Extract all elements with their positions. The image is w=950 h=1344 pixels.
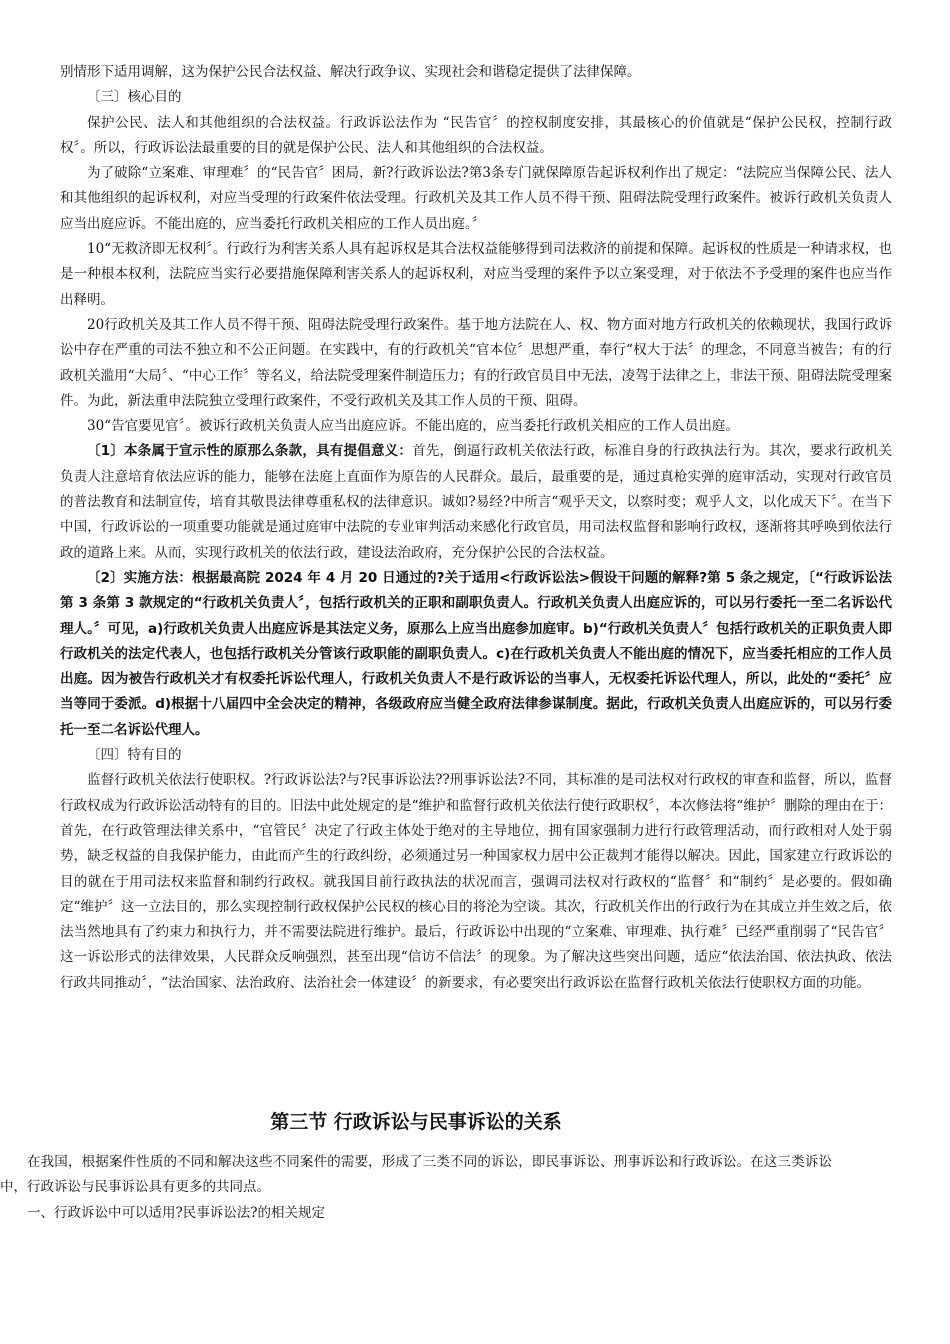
paragraph-continuation: 别情形下适用调解，这为保护公民合法权益、解决行政争议、实现社会和谐稳定提供了法律保障。 (60, 64, 641, 80)
paragraph-core-purpose: 保护公民、法人和其他组织的合法权益。行政诉讼法作为 “民告官〞的控权制度安排，其最核心的价值就是“保护公民权，控制行政权〞。所以，行政诉讼法最重要的目的就是保护公民、法人和其他组织的合法权益。 (60, 114, 892, 156)
paragraph-point-1: 10“无救济即无权利〞。行政行为利害关系人具有起诉权是其合法权益能够得到司法救济的前提和保障。起诉权的性质是一种请求权，也是一种根本权利，法院应当实行必要措施保障利害关系人的起诉权利，对应当受理的案件予以立案受理，对于依法不予受理的案件也应当作出释明。 (60, 241, 892, 308)
paragraph-declarative-clause (60, 439, 892, 565)
paragraph-three-litigations: 在我国，根据案件性质的不同和解决这些不同案件的需要，形成了三类不同的诉讼，即民事诉讼、刑事诉讼和行政诉讼。在这三类诉讼中，行政诉讼与民事诉讼具有更多的共同点。 (0, 1154, 832, 1196)
declarative-clause-body: 首先，倒逼行政机关依法行政，标准自身的行政执法行为。其次，要求行政机关负责人注意培育依法应诉的能力，能够在法庭上直面作为原告的人民群众。最后，最重要的是，通过真枪实弹的庭审活动，实现对行政官员的普法教育和法制宣传，培育其敬畏法律尊重私权的法律意识。诚如?易经?中所言“观乎天文，以察时变；观乎人文，以化成天下〞。在当下中国，行政诉讼的一项重要功能就是通过庭审中法院的专业审判活动来感化行政官员，用司法权监督和影响行政权，逐渐将其呼唤到依法行政的道路上来。从而，实现行政机关的依法行政，建设法治政府，充分保护公民的合法权益。 (60, 443, 892, 561)
declarative-clause-lead: 〔1〕本条属于宣示性的原那么条款，具有提倡意义： (87, 443, 413, 460)
document-body (60, 60, 892, 996)
paragraph-article-3: 为了破除“立案难、审理难〞的“民告官〞困局，新?行政诉讼法?第3条专门就保障原告起诉权利作出了规定：“法院应当保障公民、法人和其他组织的起诉权利，对应当受理的行政案件依法受理。行政机关及其工作人员不得干预、阻碍法院受理行政案件。被诉行政机关负责人应当出庭应诉。不能出庭的，应当委托行政机关相应的工作人员出庭。〞 (60, 165, 892, 232)
section-body (0, 1150, 832, 1226)
heading-civil-procedure-applicable: 一、行政诉讼中可以适用?民事诉讼法?的相关规定 (27, 1204, 325, 1221)
heading-special-purpose: 〔四〕特有目的 (87, 747, 182, 764)
paragraph-special-purpose: 监督行政机关依法行使职权。?行政诉讼法?与?民事诉讼法??刑事诉讼法?不同，其标准的是司法权对行政权的审查和监督，所以，监督行政权成为行政诉讼活动特有的目的。旧法中此处规定的是“维护和监督行政机关依法行使行政职权〞，本次修法将“维护〞删除的理由在于：首先，在行政管理法律关系中，“官管民〞决定了行政主体处于绝对的主导地位，拥有国家强制力进行行政管理活动，而行政相对人处于弱势，缺乏权益的自我保护能力，由此而产生的行政纠纷，必须通过另一种国家权力居中公正裁判才能得以解决。因此，国家建立行政诉讼的目的就在于用司法权来监督和制约行政权。就我国目前行政执法的状况而言，强调司法权对行政权的“监督〞和“制约〞是必要的。假如确定“维护〞这一立法目的，那么实现控制行政权保护公民权的核心目的将沦为空谈。其次，行政机关作出的行政行为在其成立并生效之后，依法当然地具有了约束力和执行力，并不需要法院进行维护。最后，行政诉讼中出现的“立案难、审理难、执行难〞已经严重削弱了“民告官〞这一诉讼形式的法律效果，人民群众反响强烈，甚至出现“信访不信法〞的现象。为了解决这些突出问题，适应“依法治国、依法执政、依法行政共同推动〞，“法治国家、法治政府、法治社会一体建设〞的新要求，有必要突出行政诉讼在监督行政机关依法行使职权方面的功能。 (60, 772, 892, 991)
paragraph-implementation-method: 〔2〕实施方法：根据最高院 2024 年 4 月 20 日通过的?关于适用<行政诉讼法>假设干问题的解释?第 5 条之规定，〔“行政诉讼法第 3 条第 3 款规定的“行政机关负责人〞，包括行政机关的正职和副职负责人。行政机关负责人出庭应诉的，可以另行委托一至二名诉讼代理人。〞可见，a)行政机关负责人出庭应诉是其法定义务，原那么上应当出庭参加庭审。b)“行政机关负责人〞包括行政机关的正职负责人即行政机关的法定代表人，也包括行政机关分管该行政职能的副职负责人。c)在行政机关负责人不能出庭的情况下，应当委托相应的工作人员出庭。因为被告行政机关才有权委托诉讼代理人，行政机关负责人不是行政诉讼的当事人，无权委托诉讼代理人，所以，此处的“委托〞应当等同于委派。d)根据十八届四中全会决定的精神，各级政府应当健全政府法律参谋制度。据此，行政机关负责人出庭应诉的，可以另行委托一至二名诉讼代理人。 (60, 569, 892, 738)
section-title: 第三节 行政诉讼与民事诉讼的关系 (270, 1111, 562, 1133)
paragraph-point-3: 30“告官要见官〞。被诉行政机关负责人应当出庭应诉。不能出庭的，应当委托行政机关相应的工作人员出庭。 (87, 418, 739, 435)
paragraph-point-2: 20行政机关及其工作人员不得干预、阻碍法院受理行政案件。基于地方法院在人、权、物方面对地方行政机关的依赖现状，我国行政诉讼中存在严重的司法不独立和不公正问题。在实践中，有的行政机关“官本位〞思想严重，奉行“权大于法〞的理念，不同意当被告；有的行政机关滥用“大局〞、“中心工作〞等名义，给法院受理案件制造压力；有的行政官员目中无法，凌驾于法律之上，非法干预、阻碍法院受理案件。为此，新法重申法院独立受理行政案件，不受行政机关及其工作人员的干预、阻碍。 (60, 316, 892, 409)
heading-core-purpose: 〔三〕核心目的 (87, 89, 182, 106)
